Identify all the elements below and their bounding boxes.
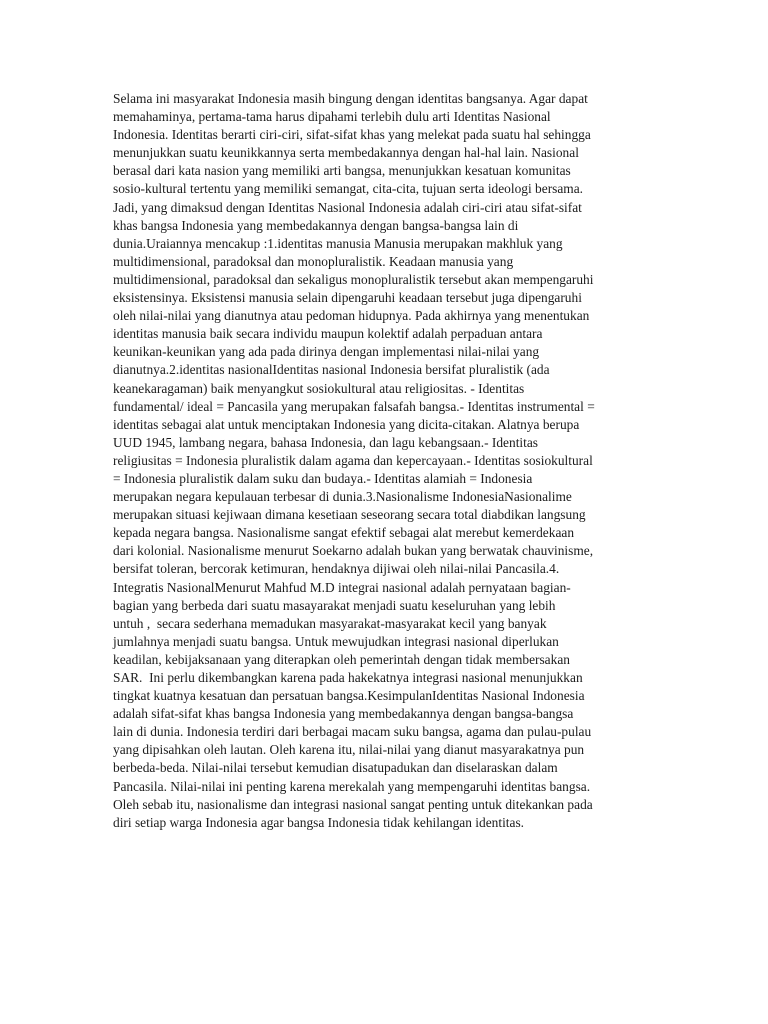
text-line: dari kolonial. Nasionalisme menurut Soekarno adalah bukan yang berwatak chauvinisme, [113,543,594,559]
text-line: Integratis NasionalMenurut Mahfud M.D integrai nasional adalah pernyataan bagian- [113,579,571,595]
text-line: adalah sifat-sifat khas bangsa Indonesia yang membedakannya dengan bangsa-bangsa [113,706,574,722]
text-line: eksistensinya. Eksistensi manusia selain dipengaruhi keadaan tersebut juga dipengaruhi [113,290,582,306]
text-line: religiusitas = Indonesia pluralistik dalam agama dan kepercayaan.- Identitas sosiokultural [113,452,593,468]
text-line: Selama ini masyarakat Indonesia masih bingung dengan identitas bangsanya. Agar dapat [113,91,588,106]
text-line: yang dipisahkan oleh lautan. Oleh karena itu, nilai-nilai yang dianut masyarakatnya pun [113,742,585,758]
text-line: lain di dunia. Indonesia terdiri dari berbagai macam suku bangsa, agama dan pulau-pulau [113,724,592,740]
text-line: memahaminya, pertama-tama harus dipahami terlebih dulu arti Identitas Nasional [113,109,551,125]
text-line: sosio-kultural tertentu yang memiliki semangat, cita-cita, tujuan serta ideologi bersama. [113,181,584,197]
text-line: keanekaragaman) baik menyangkut sosiokultural atau religiositas. - Identitas [113,380,525,396]
text-line: diri setiap warga Indonesia agar bangsa Indonesia tidak kehilangan identitas. [113,814,525,830]
text-line: Jadi, yang dimaksud dengan Identitas Nasional Indonesia adalah ciri-ciri atau sifat-sifat [113,199,582,215]
text-line: SAR. Ini perlu dikembangkan karena pada hakekatnya integrasi nasional menunjukkan [113,670,583,685]
text-line: Oleh sebab itu, nasionalisme dan integrasi nasional sangat penting untuk ditekankan pada [113,796,593,812]
text-line: menunjukkan suatu keunikkannya serta membedakannya dengan hal-hal lain. Nasional [113,145,579,161]
text-line: = Indonesia pluralistik dalam suku dan budaya.- Identitas alamiah = Indonesia [113,470,533,486]
text-line: Pancasila. Nilai-nilai ini penting karena merekalah yang mempengaruhi identitas bangsa. [113,778,591,794]
text-line: merupakan situasi kejiwaan dimana kesetiaan seseorang secara total diabdikan langsung [113,507,586,523]
text-line: multidimensional, paradoksal dan monopluralistik. Keadaan manusia yang [113,253,514,269]
text-line: dunia.Uraiannya mencakup :1.identitas manusia Manusia merupakan makhluk yang [113,235,563,251]
text-line: fundamental/ ideal = Pancasila yang merupakan falsafah bangsa.- Identitas instrumental = [113,398,595,414]
text-line: berbeda-beda. Nilai-nilai tersebut kemudian disatupadukan dan diselaraskan dalam [113,760,558,776]
text-line: dianutnya.2.identitas nasionalIdentitas nasional Indonesia bersifat pluralistik (ada [113,362,550,378]
text-line: identitas manusia baik secara individu maupun kolektif adalah perpaduan antara [113,326,543,342]
text-line: identitas sebagai alat untuk menciptakan Indonesia yang dicita-citakan. Alatnya berupa [113,416,580,432]
text-line: bagian yang berbeda dari suatu masayarakat menjadi suatu keseluruhan yang lebih [113,597,556,613]
text-line: keadilan, kebijaksanaan yang diterapkan oleh pemerintah dengan tidak membersakan [113,651,570,667]
text-line: jumlahnya menjadi suatu bangsa. Untuk mewujudkan integrasi nasional diperlukan [113,633,559,649]
text-line: UUD 1945, lambang negara, bahasa Indonesia, dan lagu kebangsaan.- Identitas [113,434,539,450]
text-line: tingkat kuatnya kesatuan dan persatuan bangsa.KesimpulanIdentitas Nasional Indonesia [113,688,585,704]
text-line: khas bangsa Indonesia yang membedakannya dengan bangsa-bangsa lain di [113,217,519,233]
text-line: oleh nilai-nilai yang dianutnya atau pedoman hidupnya. Pada akhirnya yang menentukan [113,308,590,324]
text-line: merupakan negara kepulauan terbesar di dunia.3.Nasionalisme IndonesiaNasionalime [113,489,572,505]
text-line: multidimensional, paradoksal dan sekaligus monopluralistik tersebut akan mempengaruhi [113,271,594,287]
text-line: keunikan-keunikan yang ada pada dirinya dengan implementasi nilai-nilai yang [113,344,540,360]
text-line: kepada negara bangsa. Nasionalisme sangat efektif sebagai alat merebut kemerdekaan [113,525,575,541]
text-line: untuh , secara sederhana memadukan masyarakat-masyarakat kecil yang banyak [113,615,547,631]
text-line: berasal dari kata nasion yang memiliki arti bangsa, menunjukkan kesatuan komunitas [113,163,571,179]
document-body-text [113,90,661,832]
text-line: Indonesia. Identitas berarti ciri-ciri, sifat-sifat khas yang melekat pada suatu hal sehingga [113,127,591,143]
text-line: bersifat toleran, bercorak ketimuran, hendaknya dijiwai oleh nilai-nilai Pancasila.4. [113,561,560,577]
